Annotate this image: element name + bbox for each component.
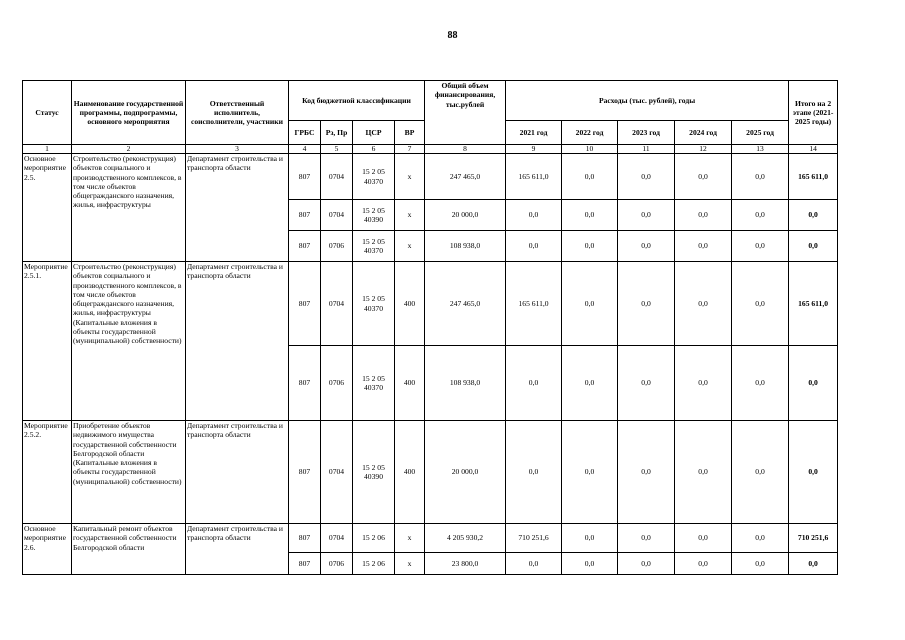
cell-2022: 0,0 <box>562 524 618 553</box>
column-index: 11 <box>618 145 675 154</box>
cell-vr: х <box>395 200 425 231</box>
header-status: Статус <box>23 81 72 145</box>
cell-2022: 0,0 <box>562 421 618 524</box>
cell-2022: 0,0 <box>562 200 618 231</box>
cell-total: 108 938,0 <box>425 231 506 262</box>
cell-vr: 400 <box>395 346 425 421</box>
column-index: 7 <box>395 145 425 154</box>
cell-2021: 0,0 <box>506 200 562 231</box>
header-2022: 2022 год <box>562 121 618 145</box>
table-row <box>23 154 838 200</box>
header-2021: 2021 год <box>506 121 562 145</box>
header-responsible: Ответственный исполнитель, соисполнители, участники <box>186 81 289 145</box>
row-status: Мероприятие 2.5.2. <box>23 421 72 524</box>
cell-2025: 0,0 <box>732 346 789 421</box>
cell-2025: 0,0 <box>732 553 789 575</box>
row-responsible: Департамент строительства и транспорта области <box>186 154 289 262</box>
column-index: 13 <box>732 145 789 154</box>
cell-2025: 0,0 <box>732 421 789 524</box>
header-itogo: Итого на 2 этапе (2021-2025 годы) <box>789 81 838 145</box>
row-name: Приобретение объектов недвижимого имущества государственной собственности Белгородской области (Капитальные вложения в объекты государственной (муниципальной) собственности) <box>72 421 186 524</box>
column-index: 10 <box>562 145 618 154</box>
column-index-row <box>23 145 838 154</box>
cell-grbs: 807 <box>289 346 321 421</box>
cell-2022: 0,0 <box>562 231 618 262</box>
cell-2024: 0,0 <box>675 200 732 231</box>
header-grbs: ГРБС <box>289 121 321 145</box>
column-index: 4 <box>289 145 321 154</box>
header-total: Общий объем финансирования, тыс.рублей <box>425 81 506 145</box>
cell-csr: 15 2 05 40390 <box>353 200 395 231</box>
cell-vr: 400 <box>395 262 425 346</box>
cell-2023: 0,0 <box>618 262 675 346</box>
cell-total: 247 465,0 <box>425 262 506 346</box>
column-index: 1 <box>23 145 72 154</box>
cell-itogo: 710 251,6 <box>789 524 838 553</box>
header-expenses: Расходы (тыс. рублей), годы <box>506 81 789 121</box>
cell-total: 20 000,0 <box>425 200 506 231</box>
cell-itogo: 0,0 <box>789 421 838 524</box>
cell-csr: 15 2 05 40370 <box>353 262 395 346</box>
cell-2022: 0,0 <box>562 553 618 575</box>
cell-csr: 15 2 05 40390 <box>353 421 395 524</box>
header-2023: 2023 год <box>618 121 675 145</box>
header-budget-code: Код бюджетной классификации <box>289 81 425 121</box>
row-status: Основное мероприятие 2.5. <box>23 154 72 262</box>
cell-2021: 0,0 <box>506 553 562 575</box>
cell-2023: 0,0 <box>618 200 675 231</box>
cell-csr: 15 2 06 <box>353 553 395 575</box>
cell-total: 23 800,0 <box>425 553 506 575</box>
table-row <box>23 421 838 524</box>
cell-2024: 0,0 <box>675 346 732 421</box>
cell-2021: 165 611,0 <box>506 154 562 200</box>
cell-2022: 0,0 <box>562 346 618 421</box>
cell-2021: 0,0 <box>506 231 562 262</box>
cell-rzpr: 0704 <box>321 524 353 553</box>
cell-2024: 0,0 <box>675 262 732 346</box>
cell-csr: 15 2 05 40370 <box>353 346 395 421</box>
cell-csr: 15 2 05 40370 <box>353 154 395 200</box>
header-rzpr: Рз, Пр <box>321 121 353 145</box>
row-responsible: Департамент строительства и транспорта области <box>186 524 289 575</box>
page-number: 88 <box>447 30 458 41</box>
cell-itogo: 0,0 <box>789 346 838 421</box>
header-vr: ВР <box>395 121 425 145</box>
column-index: 6 <box>353 145 395 154</box>
row-name: Строительство (реконструкция) объектов социального и производственного комплексов, в том числе объектов общегражданского назначения, жилья, инфраструктуры <box>72 154 186 262</box>
cell-grbs: 807 <box>289 154 321 200</box>
cell-total: 247 465,0 <box>425 154 506 200</box>
cell-itogo: 0,0 <box>789 231 838 262</box>
cell-itogo: 165 611,0 <box>789 262 838 346</box>
row-responsible: Департамент строительства и транспорта области <box>186 262 289 421</box>
cell-grbs: 807 <box>289 553 321 575</box>
table-row <box>23 262 838 346</box>
cell-grbs: 807 <box>289 231 321 262</box>
cell-total: 4 205 930,2 <box>425 524 506 553</box>
cell-2023: 0,0 <box>618 346 675 421</box>
row-responsible: Департамент строительства и транспорта области <box>186 421 289 524</box>
row-status: Основное мероприятие 2.6. <box>23 524 72 575</box>
cell-2022: 0,0 <box>562 262 618 346</box>
cell-vr: 400 <box>395 421 425 524</box>
cell-grbs: 807 <box>289 262 321 346</box>
cell-vr: х <box>395 231 425 262</box>
cell-rzpr: 0704 <box>321 262 353 346</box>
cell-2025: 0,0 <box>732 524 789 553</box>
header-csr: ЦСР <box>353 121 395 145</box>
cell-2021: 710 251,6 <box>506 524 562 553</box>
cell-2021: 0,0 <box>506 346 562 421</box>
cell-grbs: 807 <box>289 200 321 231</box>
cell-rzpr: 0704 <box>321 421 353 524</box>
cell-itogo: 165 611,0 <box>789 154 838 200</box>
cell-rzpr: 0706 <box>321 231 353 262</box>
cell-csr: 15 2 06 <box>353 524 395 553</box>
cell-vr: х <box>395 154 425 200</box>
cell-grbs: 807 <box>289 524 321 553</box>
row-status: Мероприятие 2.5.1. <box>23 262 72 421</box>
cell-2023: 0,0 <box>618 524 675 553</box>
cell-rzpr: 0706 <box>321 346 353 421</box>
cell-rzpr: 0704 <box>321 200 353 231</box>
cell-2025: 0,0 <box>732 200 789 231</box>
budget-table <box>22 80 838 575</box>
cell-vr: х <box>395 553 425 575</box>
cell-2024: 0,0 <box>675 524 732 553</box>
cell-2023: 0,0 <box>618 154 675 200</box>
cell-2024: 0,0 <box>675 553 732 575</box>
cell-grbs: 807 <box>289 421 321 524</box>
cell-rzpr: 0706 <box>321 553 353 575</box>
row-name: Строительство (реконструкция) объектов социального и производственного комплексов, в том числе объектов общегражданского назначения, жилья, инфраструктуры (Капитальные вложения в объекты государственной (муниципальной) собственности) <box>72 262 186 421</box>
column-index: 9 <box>506 145 562 154</box>
cell-rzpr: 0704 <box>321 154 353 200</box>
cell-2023: 0,0 <box>618 553 675 575</box>
cell-2021: 165 611,0 <box>506 262 562 346</box>
cell-2024: 0,0 <box>675 421 732 524</box>
column-index: 8 <box>425 145 506 154</box>
cell-2024: 0,0 <box>675 154 732 200</box>
cell-2025: 0,0 <box>732 154 789 200</box>
cell-2023: 0,0 <box>618 421 675 524</box>
column-index: 12 <box>675 145 732 154</box>
cell-2023: 0,0 <box>618 231 675 262</box>
column-index: 3 <box>186 145 289 154</box>
cell-itogo: 0,0 <box>789 200 838 231</box>
cell-2025: 0,0 <box>732 262 789 346</box>
cell-csr: 15 2 05 40370 <box>353 231 395 262</box>
header-2025: 2025 год <box>732 121 789 145</box>
cell-2025: 0,0 <box>732 231 789 262</box>
cell-total: 20 000,0 <box>425 421 506 524</box>
header-2024: 2024 год <box>675 121 732 145</box>
cell-itogo: 0,0 <box>789 553 838 575</box>
column-index: 2 <box>72 145 186 154</box>
cell-total: 108 938,0 <box>425 346 506 421</box>
cell-vr: х <box>395 524 425 553</box>
column-index: 14 <box>789 145 838 154</box>
cell-2021: 0,0 <box>506 421 562 524</box>
header-name: Наименование государственной программы, подпрограммы, основного мероприятия <box>72 81 186 145</box>
cell-2022: 0,0 <box>562 154 618 200</box>
column-index: 5 <box>321 145 353 154</box>
cell-2024: 0,0 <box>675 231 732 262</box>
table-row <box>23 524 838 553</box>
row-name: Капитальный ремонт объектов государственной собственности Белгородской области <box>72 524 186 575</box>
